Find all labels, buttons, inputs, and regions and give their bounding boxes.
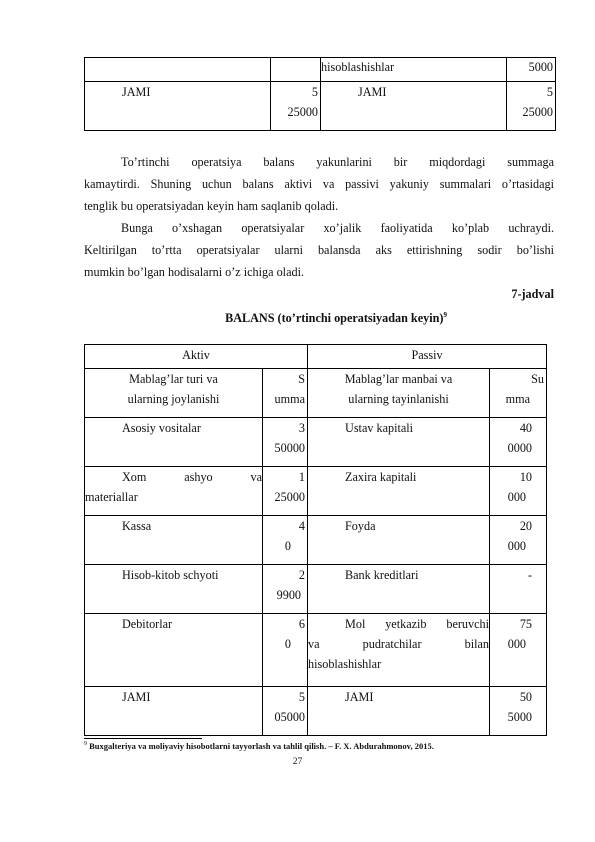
cell-line: materiallar — [85, 490, 138, 504]
table-cell: Ustav kapitali — [308, 418, 490, 467]
table-row — [85, 58, 556, 82]
cell-line: 5 — [311, 85, 318, 99]
paragraph-line: kamaytirdi. Shuning uchun balans aktivi va passivi yakuniy summalari o’rtasidagi — [84, 177, 554, 191]
cell-line: 3 — [298, 421, 306, 435]
table-cell — [263, 418, 308, 467]
cell-line: 0 — [284, 637, 292, 651]
cell-line: 5 — [298, 690, 306, 704]
table-title-text: BALANS (to’rtinchi operatsiyadan keyin) — [225, 311, 444, 326]
cell-line: 05000 — [274, 710, 306, 724]
header-line: ularning tayinlanishi — [348, 392, 449, 406]
paragraph-line: To’rtinchi operatsiya balans yakunlarini bir miqdordagi summaga — [121, 155, 554, 169]
cell-line: 10 — [519, 470, 533, 484]
table-cell: JAMI — [321, 82, 507, 131]
table-cell: Asosiy vositalar — [85, 418, 263, 467]
footnote-ref: 9 — [443, 311, 447, 319]
column-header — [85, 369, 263, 418]
table-row — [85, 687, 547, 736]
table-title — [0, 311, 595, 326]
paragraph-line: Bunga o’xshagan operatsiyalar xo’jalik faoliyatida ko’plab uchraydi. — [121, 221, 554, 235]
cell-line: 40 — [519, 421, 533, 435]
table-cell: Debitorlar — [85, 614, 263, 687]
table-cell: - — [490, 565, 547, 614]
table-row — [85, 467, 547, 516]
table-row — [85, 565, 547, 614]
cell-line: Xom ashyo va — [122, 470, 262, 484]
table-cell: Hisob-kitob schyoti — [85, 565, 263, 614]
footnote — [84, 741, 434, 751]
table-cell: Foyda — [308, 516, 490, 565]
table-cell — [85, 467, 263, 516]
column-header — [308, 369, 490, 418]
paragraph-line: tenglik bu operatsiyadan keyin ham saqlanib qoladi. — [84, 199, 339, 213]
table-row — [85, 614, 547, 687]
table-cell: Bank kreditlari — [308, 565, 490, 614]
header-line: Su — [531, 372, 545, 386]
table-cell — [490, 516, 547, 565]
table-cell: Zaxira kapitali — [308, 467, 490, 516]
cell-line: 0 — [284, 539, 292, 553]
table-cell — [308, 614, 490, 687]
column-header-row — [85, 369, 547, 418]
cell-line: 50000 — [274, 441, 306, 455]
cell-line: 50 — [519, 690, 533, 704]
table-row — [85, 516, 547, 565]
cell-line: 75 — [519, 617, 533, 631]
cell-line: 25000 — [274, 490, 306, 504]
table-cell — [271, 82, 321, 131]
table-cell: 5000 — [507, 58, 556, 82]
table-cell — [507, 82, 556, 131]
table-cell: Kassa — [85, 516, 263, 565]
cell-line: 000 — [507, 490, 527, 504]
header-line: mma — [505, 392, 531, 406]
top-table — [84, 57, 556, 131]
footnote-marker: 9 — [84, 741, 87, 748]
footnote-divider — [84, 738, 202, 739]
footnote-text: Buxgalteriya va moliyaviy hisobotlarni tayyorlash va tahlil qilish. – F. X. Abdurahmonov, 2015. — [87, 741, 434, 751]
header-line: Mablag’lar turi va — [129, 372, 218, 386]
column-header — [263, 369, 308, 418]
table-cell: JAMI — [85, 82, 271, 131]
cell-line: 4 — [298, 519, 306, 533]
cell-line: 6 — [298, 617, 306, 631]
cell-line: 1 — [298, 470, 306, 484]
cell-line: 5 — [546, 85, 553, 99]
header-line: ularning joylanishi — [127, 392, 220, 406]
paragraph-line: mumkin bo’lgan hodisalarni o’z ichiga oladi. — [84, 265, 304, 279]
table-cell — [263, 614, 308, 687]
table-cell — [490, 687, 547, 736]
paragraph-line: Keltirilgan to’rtta operatsiyalar ularni balansda aks ettirishning sodir bo’lishi — [84, 243, 554, 257]
table-cell — [263, 467, 308, 516]
table-row — [85, 418, 547, 467]
table-row — [85, 82, 556, 131]
table-cell — [263, 565, 308, 614]
table-cell — [490, 614, 547, 687]
column-header — [490, 369, 547, 418]
cell-line: 000 — [507, 539, 527, 553]
cell-line: va pudratchilar bilan — [308, 637, 490, 651]
table-cell — [490, 418, 547, 467]
cell-line: 20 — [519, 519, 533, 533]
table-cell: hisoblashishlar — [321, 58, 507, 82]
table-cell: JAMI — [308, 687, 490, 736]
header-line: umma — [274, 392, 306, 406]
table-cell — [263, 516, 308, 565]
passiv-header: Passiv — [308, 345, 547, 369]
cell-line: 0000 — [507, 441, 533, 455]
cell-line: 25000 — [522, 105, 553, 119]
table-header-row — [85, 345, 547, 369]
cell-line: 2 — [298, 568, 306, 582]
cell-line: Mol yetkazib beruvchi — [345, 617, 490, 631]
cell-line: 9900 — [276, 588, 302, 602]
cell-line: 5000 — [507, 710, 533, 724]
table-cell — [490, 467, 547, 516]
balance-table — [84, 344, 547, 736]
table-cell — [263, 687, 308, 736]
table-label: 7-jadval — [511, 287, 554, 301]
cell-line: 25000 — [287, 105, 318, 119]
table-cell: JAMI — [85, 687, 263, 736]
header-line: Mablag’lar manbai va — [344, 372, 453, 386]
aktiv-header: Aktiv — [85, 345, 308, 369]
page-number: 27 — [292, 757, 303, 767]
cell-line: 000 — [507, 637, 527, 651]
cell-line: hisoblashishlar — [308, 657, 382, 671]
header-line: S — [298, 372, 306, 386]
